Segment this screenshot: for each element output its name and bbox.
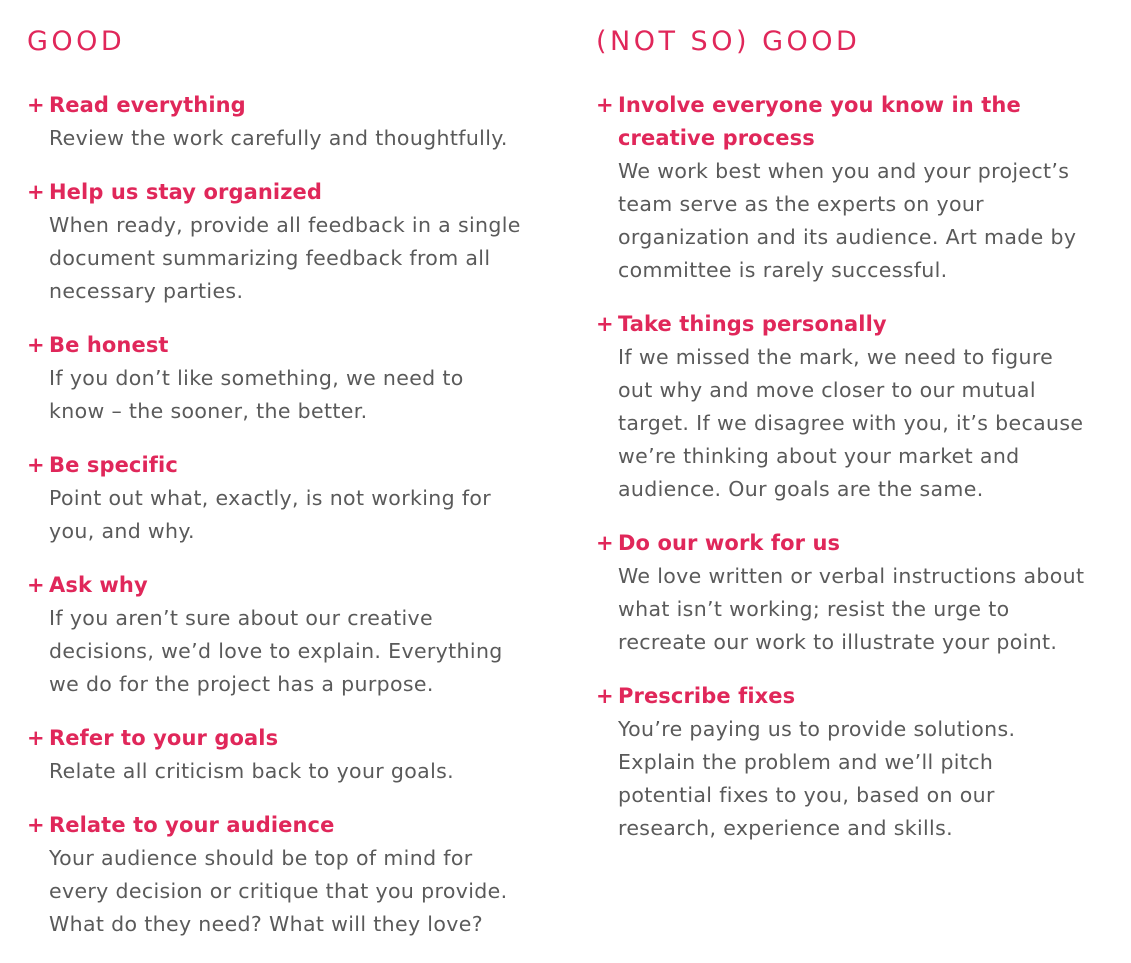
good-item-refer-to-your-goals [27, 722, 547, 788]
not-good-item-involve-everyone [596, 89, 1116, 287]
body-line: we’re thinking about your market and [618, 444, 1020, 468]
title-line: Take things personally [618, 312, 887, 336]
body-line: We love written or verbal instructions about [618, 564, 1085, 588]
item-title: Relate to your audience [49, 813, 335, 837]
good-column [27, 26, 547, 962]
plus-icon: + [596, 93, 614, 117]
plus-icon: + [596, 312, 614, 336]
item-title [618, 680, 1116, 713]
plus-icon: + [27, 333, 45, 357]
good-item-relate-to-your-audience [27, 809, 547, 941]
item-title [618, 308, 1116, 341]
body-line: team serve as the experts on your [618, 192, 984, 216]
body-line: Relate all criticism back to your goals. [49, 759, 455, 783]
not-so-good-column [596, 26, 1116, 866]
body-line: If we missed the mark, we need to figure [618, 345, 1054, 369]
body-line: You’re paying us to provide solutions. [618, 717, 1016, 741]
body-line: know – the sooner, the better. [49, 399, 368, 423]
item-body [49, 482, 547, 548]
body-line: you, and why. [49, 519, 195, 543]
item-body [49, 602, 547, 701]
body-line: Explain the problem and we’ll pitch [618, 750, 994, 774]
body-line: research, experience and skills. [618, 816, 953, 840]
plus-icon: + [27, 573, 45, 597]
item-body [618, 560, 1116, 659]
item-body [618, 713, 1116, 845]
plus-icon: + [27, 726, 45, 750]
body-line: document summarizing feedback from all [49, 246, 491, 270]
plus-icon: + [27, 453, 45, 477]
item-body [49, 122, 547, 155]
body-line: If you don’t like something, we need to [49, 366, 464, 390]
good-item-be-honest [27, 329, 547, 428]
body-line: recreate our work to illustrate your point. [618, 630, 1058, 654]
item-title: Be honest [49, 333, 169, 357]
body-line: If you aren’t sure about our creative [49, 606, 433, 630]
body-line: target. If we disagree with you, it’s because [618, 411, 1084, 435]
item-body [49, 362, 547, 428]
item-title: Help us stay organized [49, 180, 323, 204]
plus-icon: + [27, 813, 45, 837]
body-line: out why and move closer to our mutual [618, 378, 1036, 402]
body-line: What do they need? What will they love? [49, 912, 483, 936]
title-line: Prescribe fixes [618, 684, 796, 708]
item-body [49, 209, 547, 308]
plus-icon: + [596, 684, 614, 708]
title-line: creative process [618, 126, 815, 150]
good-heading: GOOD [27, 26, 126, 57]
plus-icon: + [596, 531, 614, 555]
item-body [49, 842, 547, 941]
body-line: committee is rarely successful. [618, 258, 948, 282]
body-line: Review the work carefully and thoughtfully. [49, 126, 508, 150]
item-title: Be specific [49, 453, 178, 477]
body-line: Point out what, exactly, is not working for [49, 486, 492, 510]
body-line: When ready, provide all feedback in a single [49, 213, 521, 237]
body-line: organization and its audience. Art made by [618, 225, 1077, 249]
item-body [618, 341, 1116, 506]
title-line: Do our work for us [618, 531, 841, 555]
body-line: audience. Our goals are the same. [618, 477, 984, 501]
body-line: every decision or critique that you provide. [49, 879, 508, 903]
item-title [618, 89, 1116, 155]
item-body [49, 755, 547, 788]
body-line: what isn’t working; resist the urge to [618, 597, 1010, 621]
not-good-item-prescribe-fixes [596, 680, 1116, 845]
item-title: Ask why [49, 573, 148, 597]
not-good-item-take-things-personally [596, 308, 1116, 506]
not-good-item-do-our-work [596, 527, 1116, 659]
item-title [618, 527, 1116, 560]
item-title: Refer to your goals [49, 726, 279, 750]
item-title: Read everything [49, 93, 246, 117]
not-so-good-heading: (NOT SO) GOOD [596, 26, 861, 57]
good-item-read-everything [27, 89, 547, 155]
body-line: necessary parties. [49, 279, 244, 303]
body-line: potential fixes to you, based on our [618, 783, 995, 807]
body-line: Your audience should be top of mind for [49, 846, 473, 870]
item-body [618, 155, 1116, 287]
body-line: We work best when you and your project’s [618, 159, 1070, 183]
body-line: we do for the project has a purpose. [49, 672, 434, 696]
plus-icon: + [27, 180, 45, 204]
title-line: Involve everyone you know in the [618, 93, 1021, 117]
plus-icon: + [27, 93, 45, 117]
good-item-be-specific [27, 449, 547, 548]
good-item-help-us-stay-organized [27, 176, 547, 308]
body-line: decisions, we’d love to explain. Everything [49, 639, 503, 663]
good-item-ask-why [27, 569, 547, 701]
